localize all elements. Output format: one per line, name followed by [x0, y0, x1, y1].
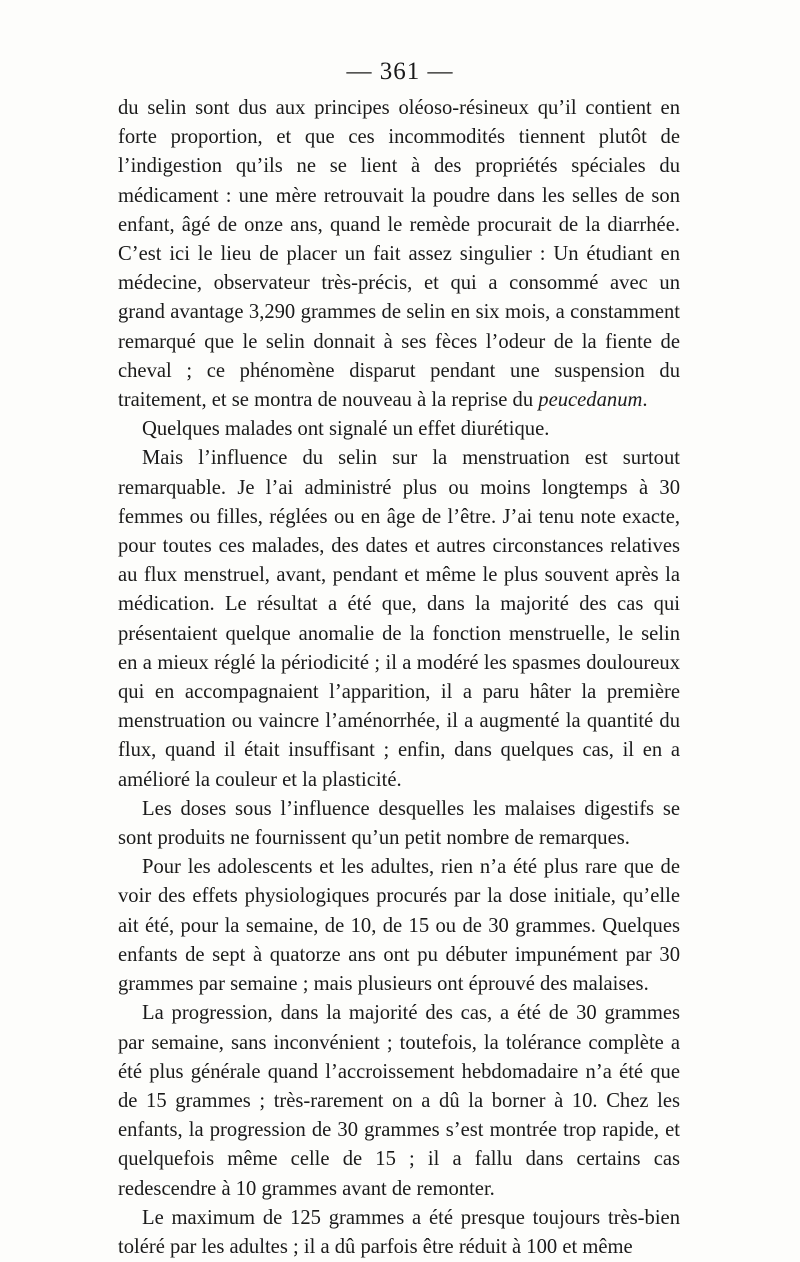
paragraph: Les doses sous l’influence desquelles les malaises digestifs se sont produits ne fournissent qu’un petit nombre de remarques.: [118, 797, 680, 850]
paragraph: La progression, dans la majorité des cas, a été de 30 grammes par semaine, sans inconvénient ; toutefois, la tolérance complète a été plus générale quand l’accroissement hebdomadaire n’a été que de 15 grammes ; très-rarement on a dû la borner à 10. Chez les enfants, la progression de 30 grammes s’est montrée trop rapide, et quelquefois même celle de 15 ; il a fallu dans certains cas redescendre à 10 grammes avant de remonter.: [118, 1002, 680, 1200]
body-text: [118, 94, 680, 1262]
paragraph-text-end: .: [642, 389, 648, 412]
page-number: — 361 —: [346, 58, 454, 85]
paragraph: Pour les adolescents et les adultes, rien n’a été plus rare que de voir des effets physiologiques procurés par la dose initiale, qu’elle ait été, pour la semaine, de 10, de 15 ou de 30 grammes. Quelques enfants de sept à quatorze ans ont pu débuter impunément par 30 grammes par semaine ; mais plusieurs ont éprouvé des malaises.: [118, 856, 680, 996]
paragraph: Mais l’influence du selin sur la menstruation est surtout remarquable. Je l’ai administré plus ou moins longtemps à 30 femmes ou filles, réglées ou en âge de l’être. J’ai tenu note exacte, pour toutes ces malades, des dates et autres circonstances relatives au flux menstruel, avant, pendant et même le plus souvent après la médication. Le résultat a été que, dans la majorité des cas qui présentaient quelque anomalie de la fonction menstruelle, le selin en a mieux réglé la périodicité ; il a modéré les spasmes douloureux qui en accompagnaient l’apparition, il a paru hâter la première menstruation ou vaincre l’aménorrhée, il a augmenté la quantité du flux, quand il était insuffisant ; enfin, dans quelques cas, il en a amélioré la couleur et la plasticité.: [118, 447, 680, 791]
paragraph: [118, 94, 680, 415]
paragraph-text: du selin sont dus aux principes oléoso-résineux qu’il contient en forte proportion, et que ces incommodités tiennent plutôt de l’indigestion qu’ils ne se lient à des propriétés spéciales du médicament : une mère retrouvait la poudre dans les selles de son enfant, âgé de onze ans, quand le remède procurait de la diarrhée. C’est ici le lieu de placer un fait assez singulier : Un étudiant en médecine, observateur très-précis, et qui a consommé avec un grand avantage 3,290 grammes de selin en six mois, a constamment remarqué que le selin donnait à ses fèces l’odeur de la fiente de cheval ; ce phénomène disparut pendant une suspension du traitement, et se montra de nouveau à la reprise du: [118, 97, 680, 412]
paragraph: Le maximum de 125 grammes a été presque toujours très-bien toléré par les adultes ; il a dû parfois être réduit à 100 et même: [118, 1206, 680, 1258]
italic-term: peucedanum: [538, 389, 643, 412]
paragraph: Quelques malades ont signalé un effet diurétique.: [142, 418, 550, 441]
